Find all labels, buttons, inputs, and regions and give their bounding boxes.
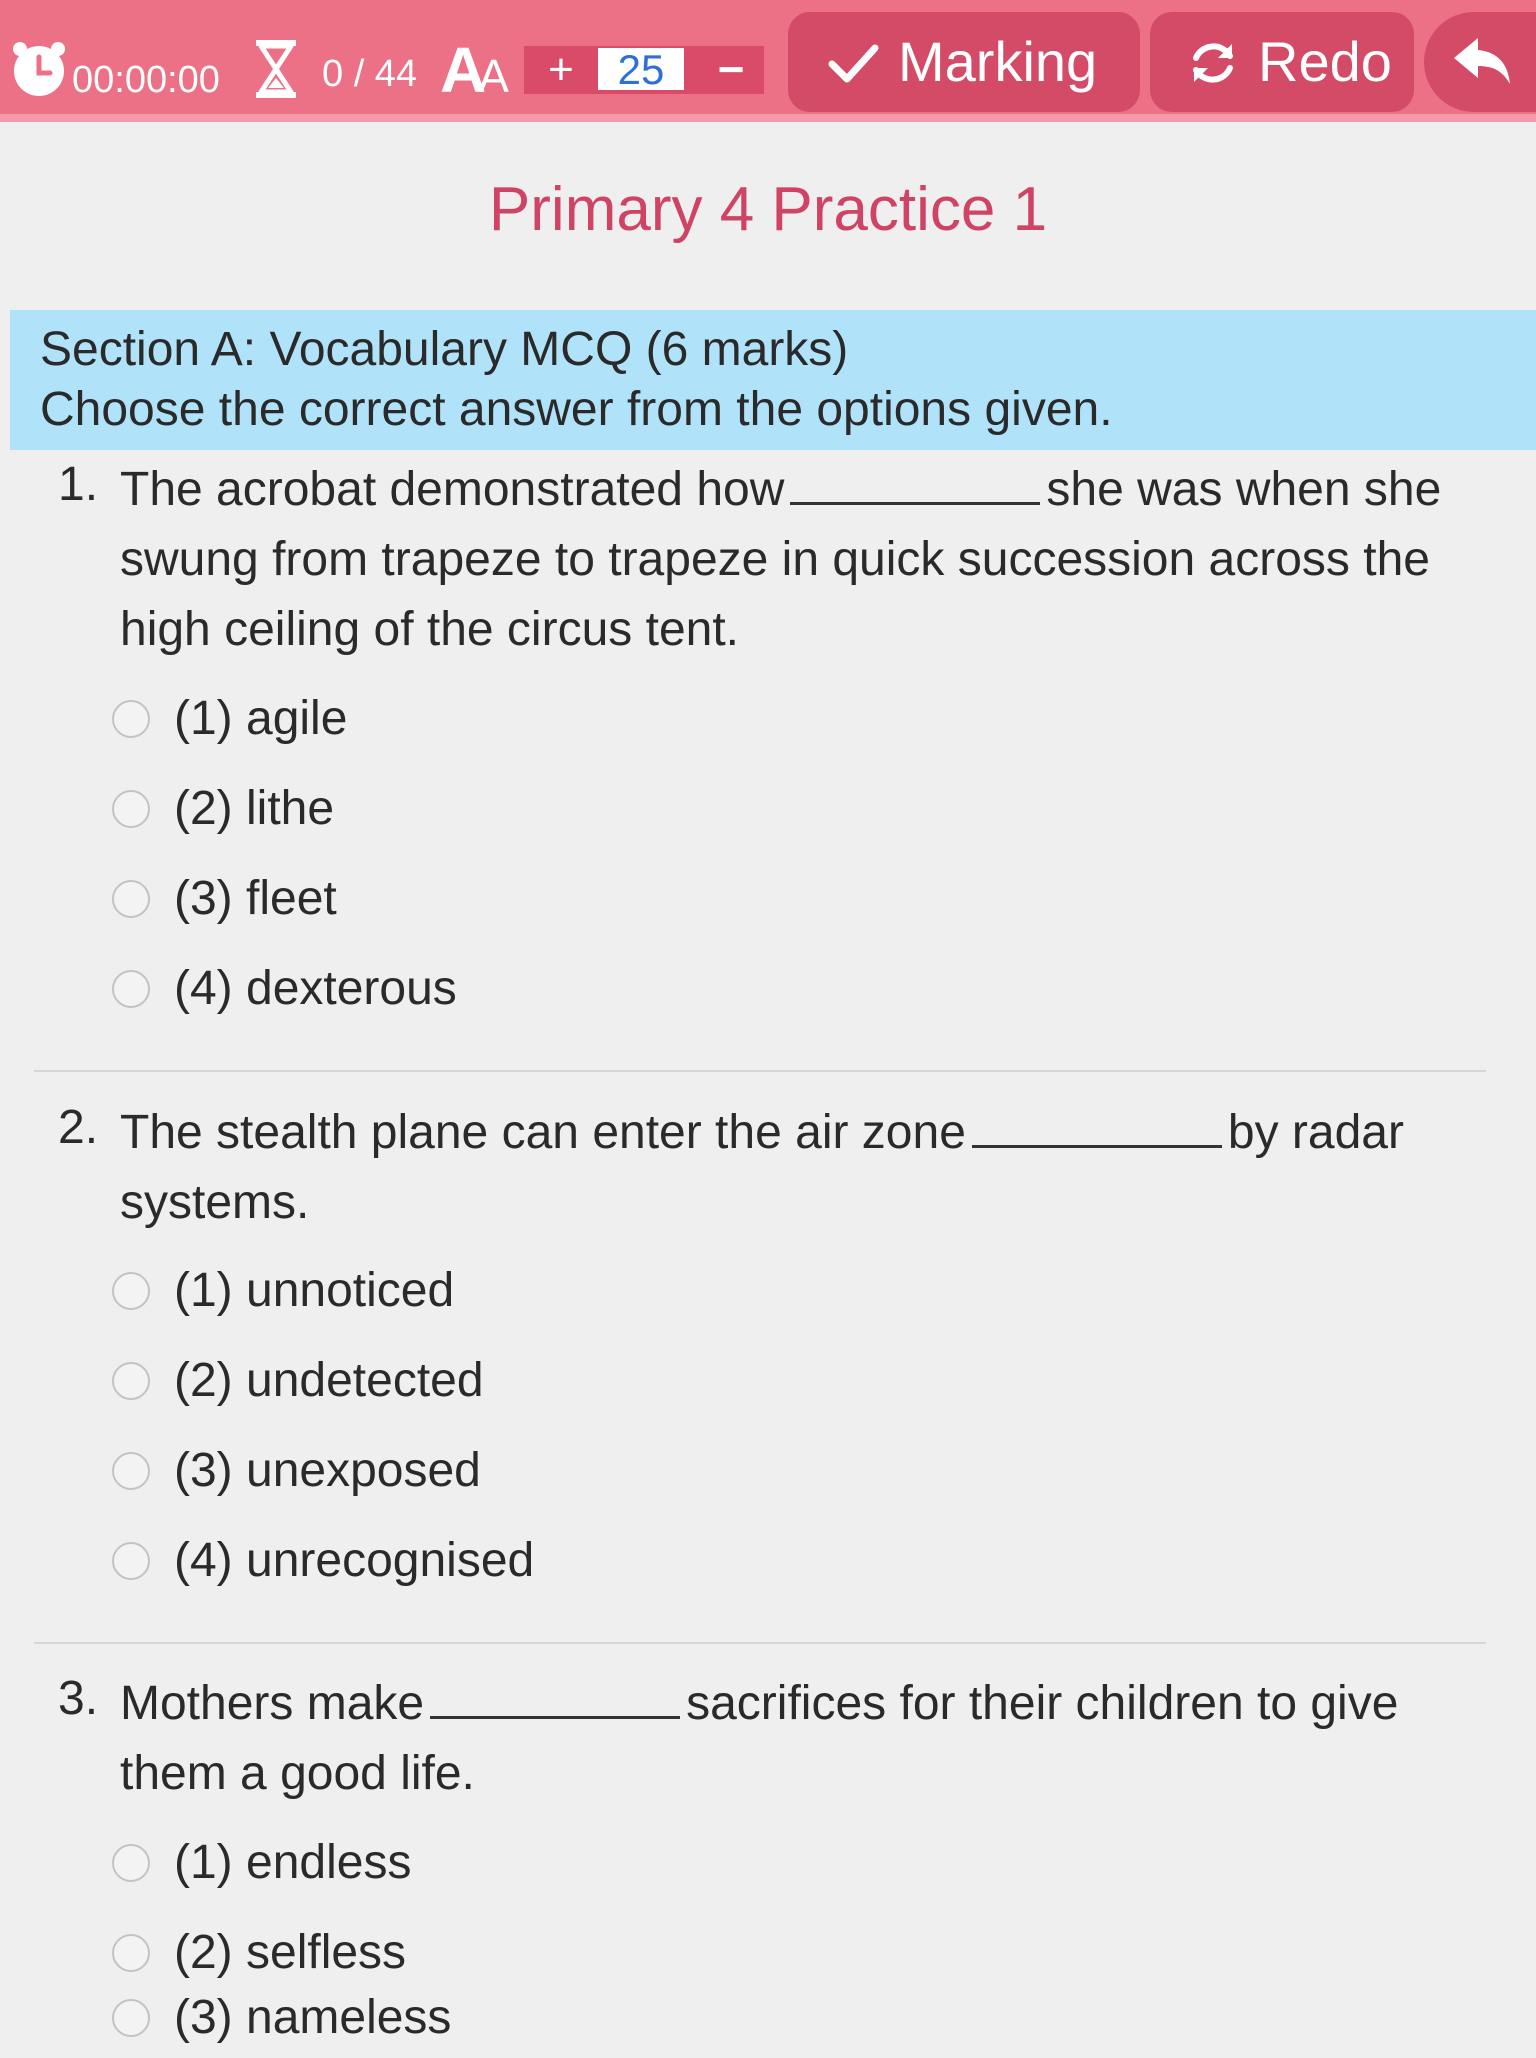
- question-number: 3.: [58, 1672, 99, 1725]
- question-divider: [34, 1642, 1486, 1644]
- option-label: (1) unnoticed: [174, 1264, 455, 1317]
- option-label: (4) unrecognised: [174, 1534, 535, 1587]
- font-zoom-control: [524, 43, 764, 95]
- radio-button[interactable]: [112, 700, 150, 738]
- font-size-icon-small-letter: A: [478, 50, 501, 102]
- option-label: (2) selfless: [174, 1926, 407, 1979]
- section-header: [10, 310, 1536, 450]
- font-size-icon-large-letter: A: [440, 34, 479, 106]
- option-label: (2) undetected: [174, 1354, 484, 1407]
- zoom-increase-button[interactable]: +: [548, 45, 574, 94]
- answer-blank: [430, 1664, 680, 1719]
- option-label: (3) unexposed: [174, 1444, 481, 1497]
- hourglass-icon: [252, 38, 300, 100]
- page-title: Primary 4 Practice 1: [488, 175, 1048, 244]
- radio-button[interactable]: [112, 880, 150, 918]
- option-label: (2) lithe: [174, 782, 335, 835]
- question-text-after-blank: by radar systems.: [120, 1106, 1404, 1229]
- marking-button-label: Marking: [898, 30, 1098, 93]
- marking-button[interactable]: [788, 12, 1140, 112]
- reply-arrow-icon: [1450, 32, 1514, 92]
- zoom-decrease-button[interactable]: −: [717, 43, 745, 95]
- redo-button-label: Redo: [1258, 30, 1392, 93]
- radio-button[interactable]: [112, 1934, 150, 1972]
- timer-display: 00:00:00: [72, 59, 220, 101]
- refresh-icon: [1186, 36, 1240, 90]
- question-text: [120, 450, 1450, 665]
- back-button[interactable]: [1424, 12, 1536, 112]
- answer-blank: [790, 450, 1040, 505]
- question-text-after-blank: she was when she swung from trapeze to trapeze in quick succession across the high ceiling of the circus tent.: [120, 463, 1442, 656]
- radio-button[interactable]: [112, 1542, 150, 1580]
- checkmark-icon: [826, 36, 880, 90]
- question-text-before-blank: The acrobat demonstrated how: [120, 463, 785, 516]
- section-instruction: Choose the correct answer from the options given.: [40, 383, 1113, 436]
- radio-button[interactable]: [112, 1362, 150, 1400]
- question-number: 2.: [58, 1101, 99, 1154]
- top-toolbar: [0, 0, 1536, 122]
- question-text-after-blank: sacrifices for their children to give them a good life.: [120, 1677, 1399, 1800]
- question-text-before-blank: The stealth plane can enter the air zone: [120, 1106, 966, 1159]
- question-divider: [34, 1070, 1486, 1072]
- radio-button[interactable]: [112, 1272, 150, 1310]
- question-number: 1.: [58, 458, 99, 511]
- question-text: [120, 1664, 1450, 1809]
- radio-button[interactable]: [112, 1999, 150, 2037]
- question-text-before-blank: Mothers make: [120, 1677, 425, 1730]
- option-label: (3) nameless: [174, 1991, 452, 2044]
- radio-button[interactable]: [112, 790, 150, 828]
- section-heading: Section A: Vocabulary MCQ (6 marks): [40, 323, 849, 376]
- radio-button[interactable]: [112, 970, 150, 1008]
- option-label: (3) fleet: [174, 872, 337, 925]
- font-size-icon[interactable]: [440, 34, 501, 108]
- option-label: (4) dexterous: [174, 962, 457, 1015]
- question-progress: 0 / 44: [322, 53, 418, 95]
- answer-blank: [972, 1093, 1222, 1148]
- redo-button[interactable]: [1150, 12, 1414, 112]
- zoom-value-field[interactable]: 25: [598, 48, 684, 90]
- question-text: [120, 1093, 1450, 1238]
- radio-button[interactable]: [112, 1844, 150, 1882]
- option-label: (1) agile: [174, 692, 348, 745]
- alarm-clock-icon: [10, 37, 68, 99]
- option-label: (1) endless: [174, 1836, 412, 1889]
- radio-button[interactable]: [112, 1452, 150, 1490]
